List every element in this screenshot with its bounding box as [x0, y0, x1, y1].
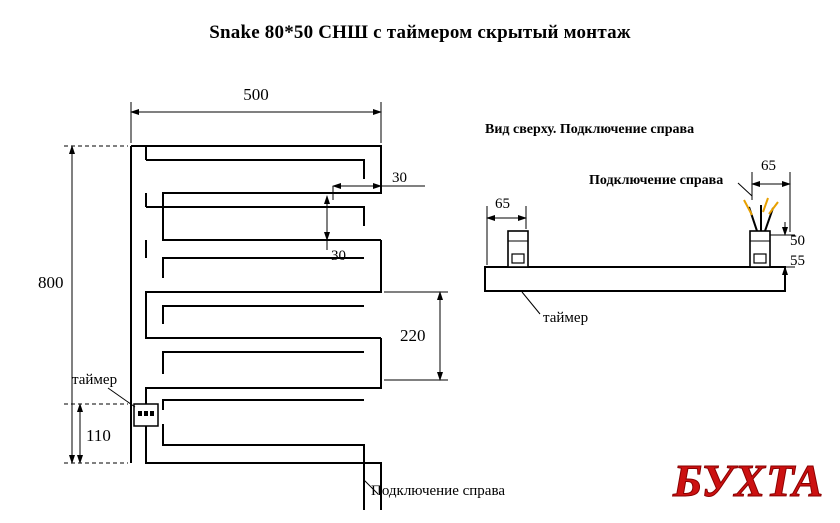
front-view-timer-label: таймер: [72, 372, 118, 388]
dimension-label-top-left-65: 65: [495, 196, 510, 212]
front-view-timer-box: [134, 404, 158, 426]
top-view-right-bracket: [750, 231, 770, 267]
top-view-connection-leader: [738, 183, 752, 196]
top-view-heading: Вид сверху. Подключение справа: [485, 122, 695, 137]
page-title: Snake 80*50 СНШ с таймером скрытый монтаж: [209, 22, 631, 43]
front-view-connection-label: Подключение справа: [371, 483, 505, 499]
top-view-left-bracket: [508, 231, 528, 267]
dimension-label-500: 500: [243, 85, 269, 104]
dimension-label-55: 55: [790, 253, 805, 269]
dimension-label-30-horizontal: 30: [392, 170, 407, 186]
dimension-top-right-65: [752, 172, 790, 232]
dimension-label-30-vertical: 30: [331, 248, 346, 264]
top-view-timer-label: таймер: [543, 310, 589, 326]
watermark-bukhta: БУХТА: [673, 455, 824, 506]
top-view-wires: [744, 198, 778, 231]
dimension-height-800: [64, 146, 128, 463]
dimension-label-110: 110: [86, 426, 111, 445]
dimension-label-50: 50: [790, 233, 805, 249]
top-view-connection-label: Подключение справа: [589, 173, 724, 188]
dimension-label-800: 800: [38, 273, 64, 292]
dimension-width-500: [131, 102, 381, 143]
dimension-label-220: 220: [400, 326, 426, 345]
front-view-snake-outline: [131, 146, 381, 510]
dimension-label-top-right-65: 65: [761, 158, 776, 174]
top-view-wall-slab: [485, 267, 785, 291]
top-view-timer-leader: [522, 292, 540, 314]
